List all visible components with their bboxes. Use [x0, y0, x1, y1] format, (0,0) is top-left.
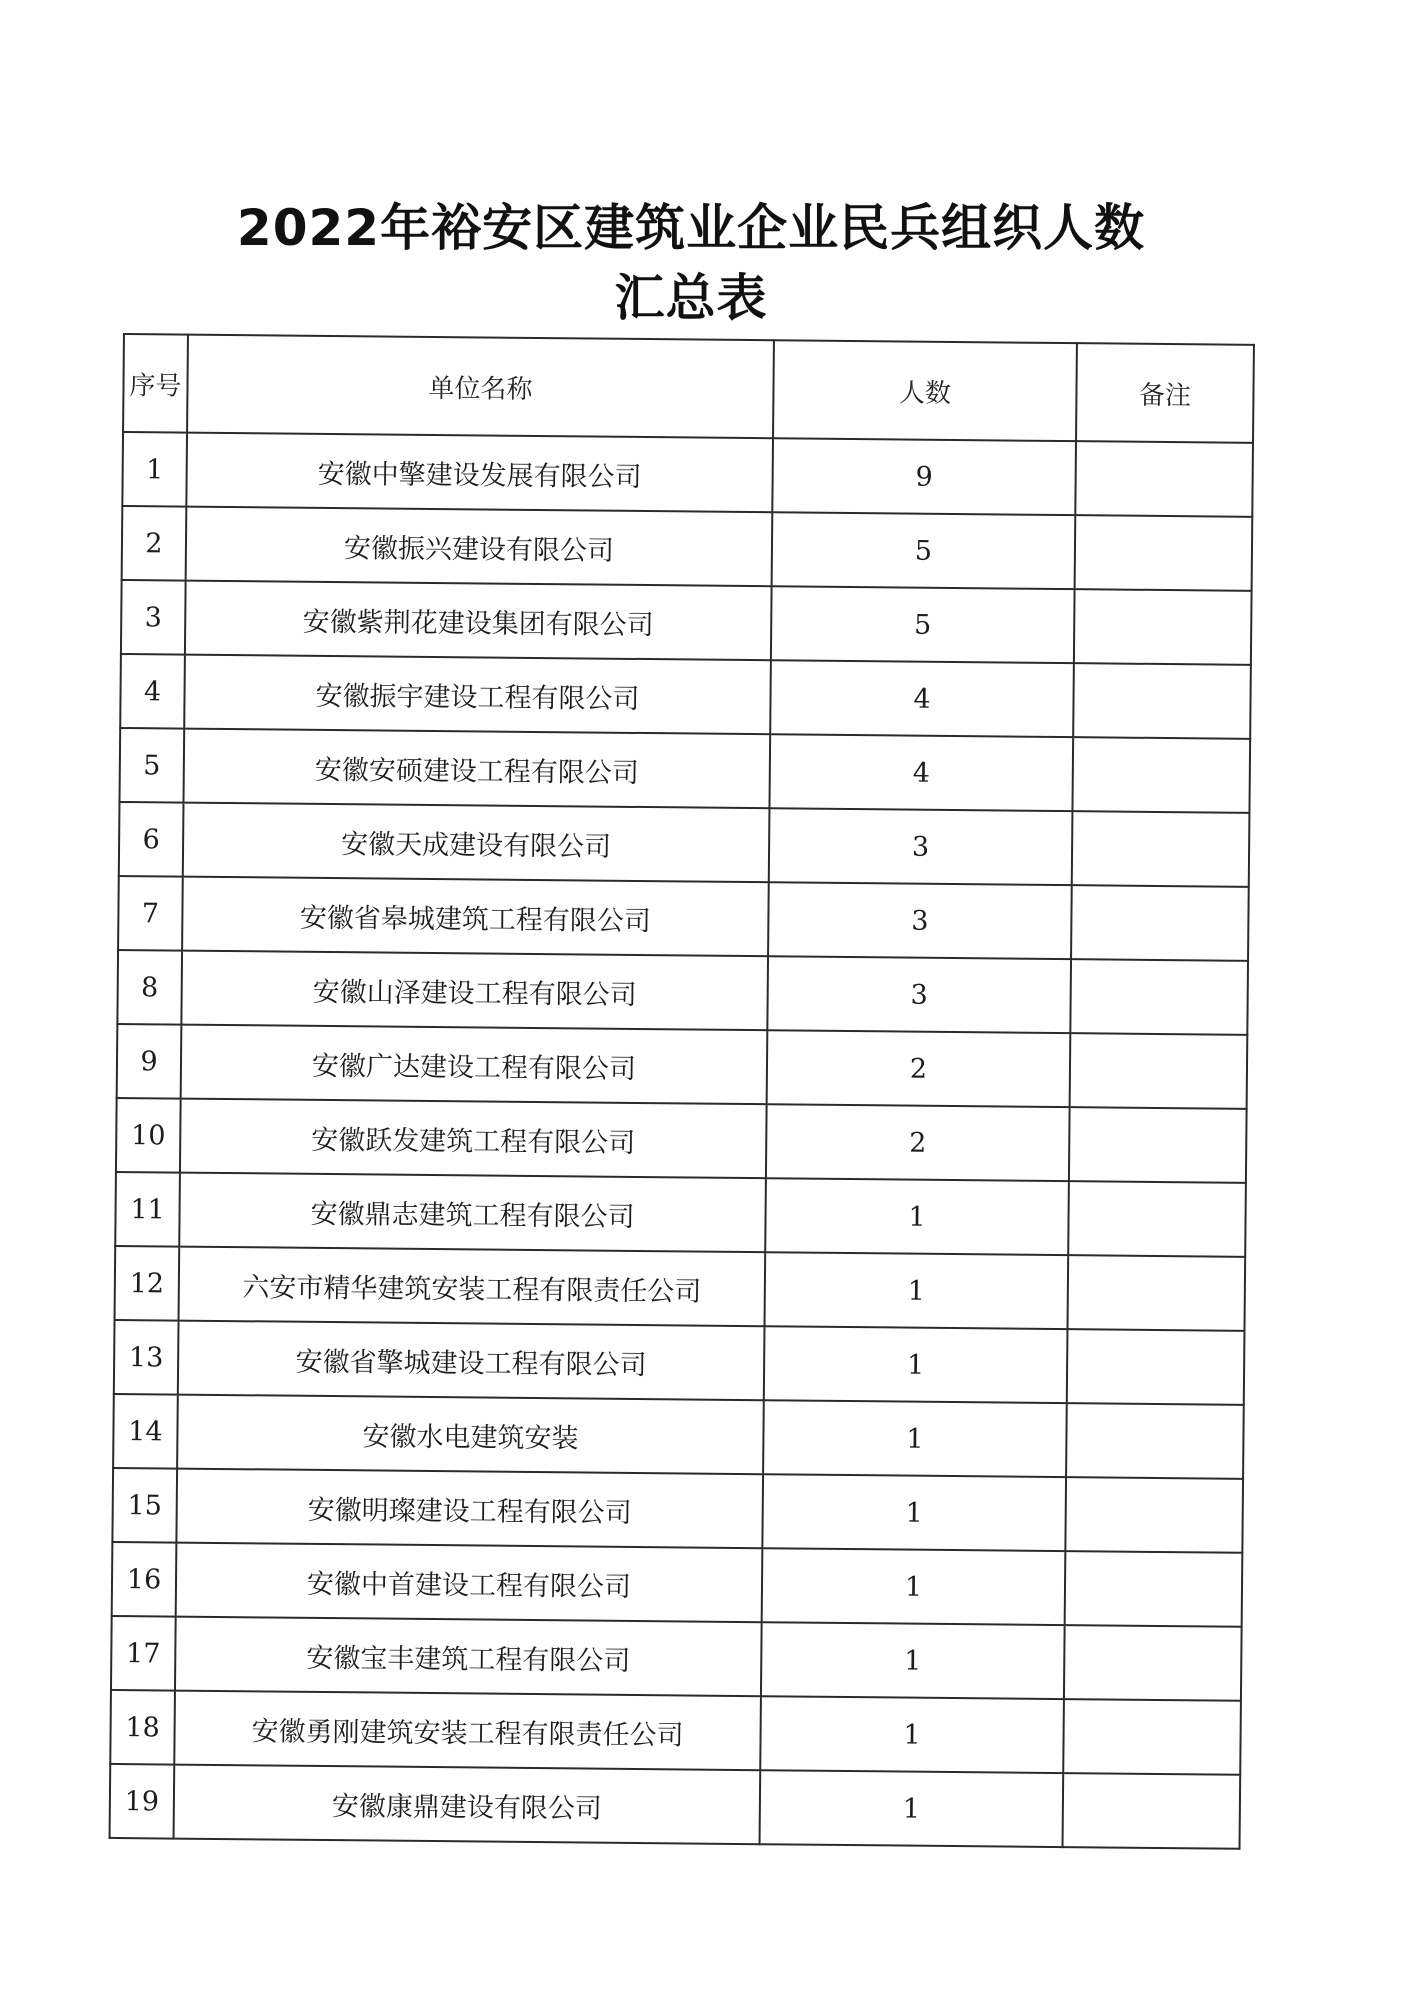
row-seq: 3	[121, 580, 186, 655]
row-note	[1065, 1477, 1243, 1553]
row-note	[1069, 1107, 1247, 1183]
row-count: 3	[769, 808, 1073, 885]
row-note	[1068, 1181, 1246, 1257]
row-unit: 安徽康鼎建设有限公司	[174, 1765, 761, 1845]
row-count: 3	[768, 882, 1072, 959]
row-count: 1	[761, 1622, 1065, 1699]
row-unit: 安徽明璨建设工程有限公司	[176, 1469, 763, 1549]
row-seq: 14	[113, 1394, 178, 1469]
row-seq: 18	[110, 1690, 175, 1765]
table-row	[115, 1172, 1246, 1257]
table-row	[110, 1764, 1241, 1849]
row-seq: 19	[110, 1764, 175, 1839]
row-note	[1072, 737, 1250, 813]
row-count: 1	[764, 1326, 1068, 1403]
row-note	[1063, 1773, 1241, 1849]
row-unit: 安徽省皋城建筑工程有限公司	[182, 877, 769, 957]
header-seq: 序号	[123, 334, 188, 433]
row-note	[1073, 663, 1251, 739]
row-count: 1	[765, 1178, 1069, 1255]
row-count: 3	[767, 956, 1071, 1033]
table-row	[111, 1616, 1242, 1701]
header-note: 备注	[1076, 343, 1254, 443]
table-row	[113, 1394, 1244, 1479]
roster-table-wrapper	[109, 333, 1283, 1850]
row-count: 9	[772, 438, 1076, 515]
row-count: 4	[769, 734, 1073, 811]
row-unit: 安徽中首建设工程有限公司	[176, 1543, 763, 1623]
header-count: 人数	[773, 340, 1077, 441]
row-note	[1065, 1551, 1243, 1627]
row-unit: 安徽中擎建设发展有限公司	[186, 433, 773, 513]
row-seq: 4	[120, 654, 185, 729]
row-note	[1070, 1033, 1248, 1109]
document-title-continued: 汇总表	[614, 269, 768, 327]
row-seq: 2	[122, 506, 187, 581]
table-row	[119, 802, 1250, 887]
row-note	[1067, 1255, 1245, 1331]
row-seq: 6	[119, 802, 184, 877]
row-note	[1064, 1625, 1242, 1701]
row-seq: 11	[115, 1172, 180, 1247]
row-count: 1	[760, 1770, 1064, 1847]
row-note	[1072, 811, 1250, 887]
row-note	[1071, 885, 1249, 961]
row-seq: 7	[118, 876, 183, 951]
table-row	[112, 1542, 1243, 1627]
row-seq: 15	[112, 1468, 177, 1543]
row-note	[1066, 1403, 1244, 1479]
row-unit: 六安市精华建筑安装工程有限责任公司	[179, 1247, 766, 1327]
row-seq: 1	[122, 432, 187, 507]
table-row	[116, 1098, 1247, 1183]
row-seq: 13	[114, 1320, 179, 1395]
table-row	[122, 506, 1253, 591]
table-row	[117, 950, 1248, 1035]
row-note	[1063, 1699, 1241, 1775]
table-row	[118, 876, 1249, 961]
row-unit: 安徽天成建设有限公司	[183, 803, 770, 883]
row-count: 5	[771, 586, 1075, 663]
row-count: 4	[770, 660, 1074, 737]
table-row	[115, 1246, 1246, 1331]
row-seq: 10	[116, 1098, 181, 1173]
table-row	[119, 728, 1250, 813]
row-unit: 安徽勇刚建筑安装工程有限责任公司	[174, 1691, 761, 1771]
table-row	[112, 1468, 1243, 1553]
table-row	[110, 1690, 1241, 1775]
row-count: 1	[760, 1696, 1064, 1773]
row-unit: 安徽省擎城建设工程有限公司	[178, 1321, 765, 1401]
row-count: 1	[764, 1252, 1068, 1329]
row-count: 5	[772, 512, 1076, 589]
table-row	[117, 1024, 1248, 1109]
table-row	[121, 580, 1252, 665]
row-count: 1	[762, 1474, 1066, 1551]
row-note	[1070, 959, 1248, 1035]
row-seq: 16	[112, 1542, 177, 1617]
row-note	[1075, 515, 1253, 591]
row-unit: 安徽跃发建筑工程有限公司	[180, 1099, 767, 1179]
row-unit: 安徽宝丰建筑工程有限公司	[175, 1617, 762, 1697]
row-unit: 安徽水电建筑安装	[177, 1395, 764, 1475]
row-note	[1074, 589, 1252, 665]
row-seq: 9	[117, 1024, 182, 1099]
row-unit: 安徽振兴建设有限公司	[186, 507, 773, 587]
row-unit: 安徽鼎志建筑工程有限公司	[179, 1173, 766, 1253]
row-seq: 12	[115, 1246, 180, 1321]
row-unit: 安徽广达建设工程有限公司	[181, 1025, 768, 1105]
row-count: 2	[766, 1104, 1070, 1181]
row-count: 2	[767, 1030, 1071, 1107]
table-header-row	[123, 334, 1254, 443]
row-note	[1067, 1329, 1245, 1405]
row-seq: 5	[119, 728, 184, 803]
row-unit: 安徽安硕建设工程有限公司	[183, 729, 770, 809]
row-note	[1075, 441, 1253, 517]
row-seq: 17	[111, 1616, 176, 1691]
table-row	[120, 654, 1251, 739]
row-count: 1	[762, 1548, 1066, 1625]
roster-table	[109, 333, 1255, 1850]
row-unit: 安徽山泽建设工程有限公司	[181, 951, 768, 1031]
row-count: 1	[763, 1400, 1067, 1477]
table-row	[114, 1320, 1245, 1405]
row-unit: 安徽振宇建设工程有限公司	[184, 655, 771, 735]
table-row	[122, 432, 1253, 517]
header-unit: 单位名称	[187, 335, 774, 439]
row-unit: 安徽紫荆花建设集团有限公司	[185, 581, 772, 661]
row-seq: 8	[117, 950, 182, 1025]
document-title: 2022年裕安区建筑业企业民兵组织人数	[236, 199, 1146, 257]
